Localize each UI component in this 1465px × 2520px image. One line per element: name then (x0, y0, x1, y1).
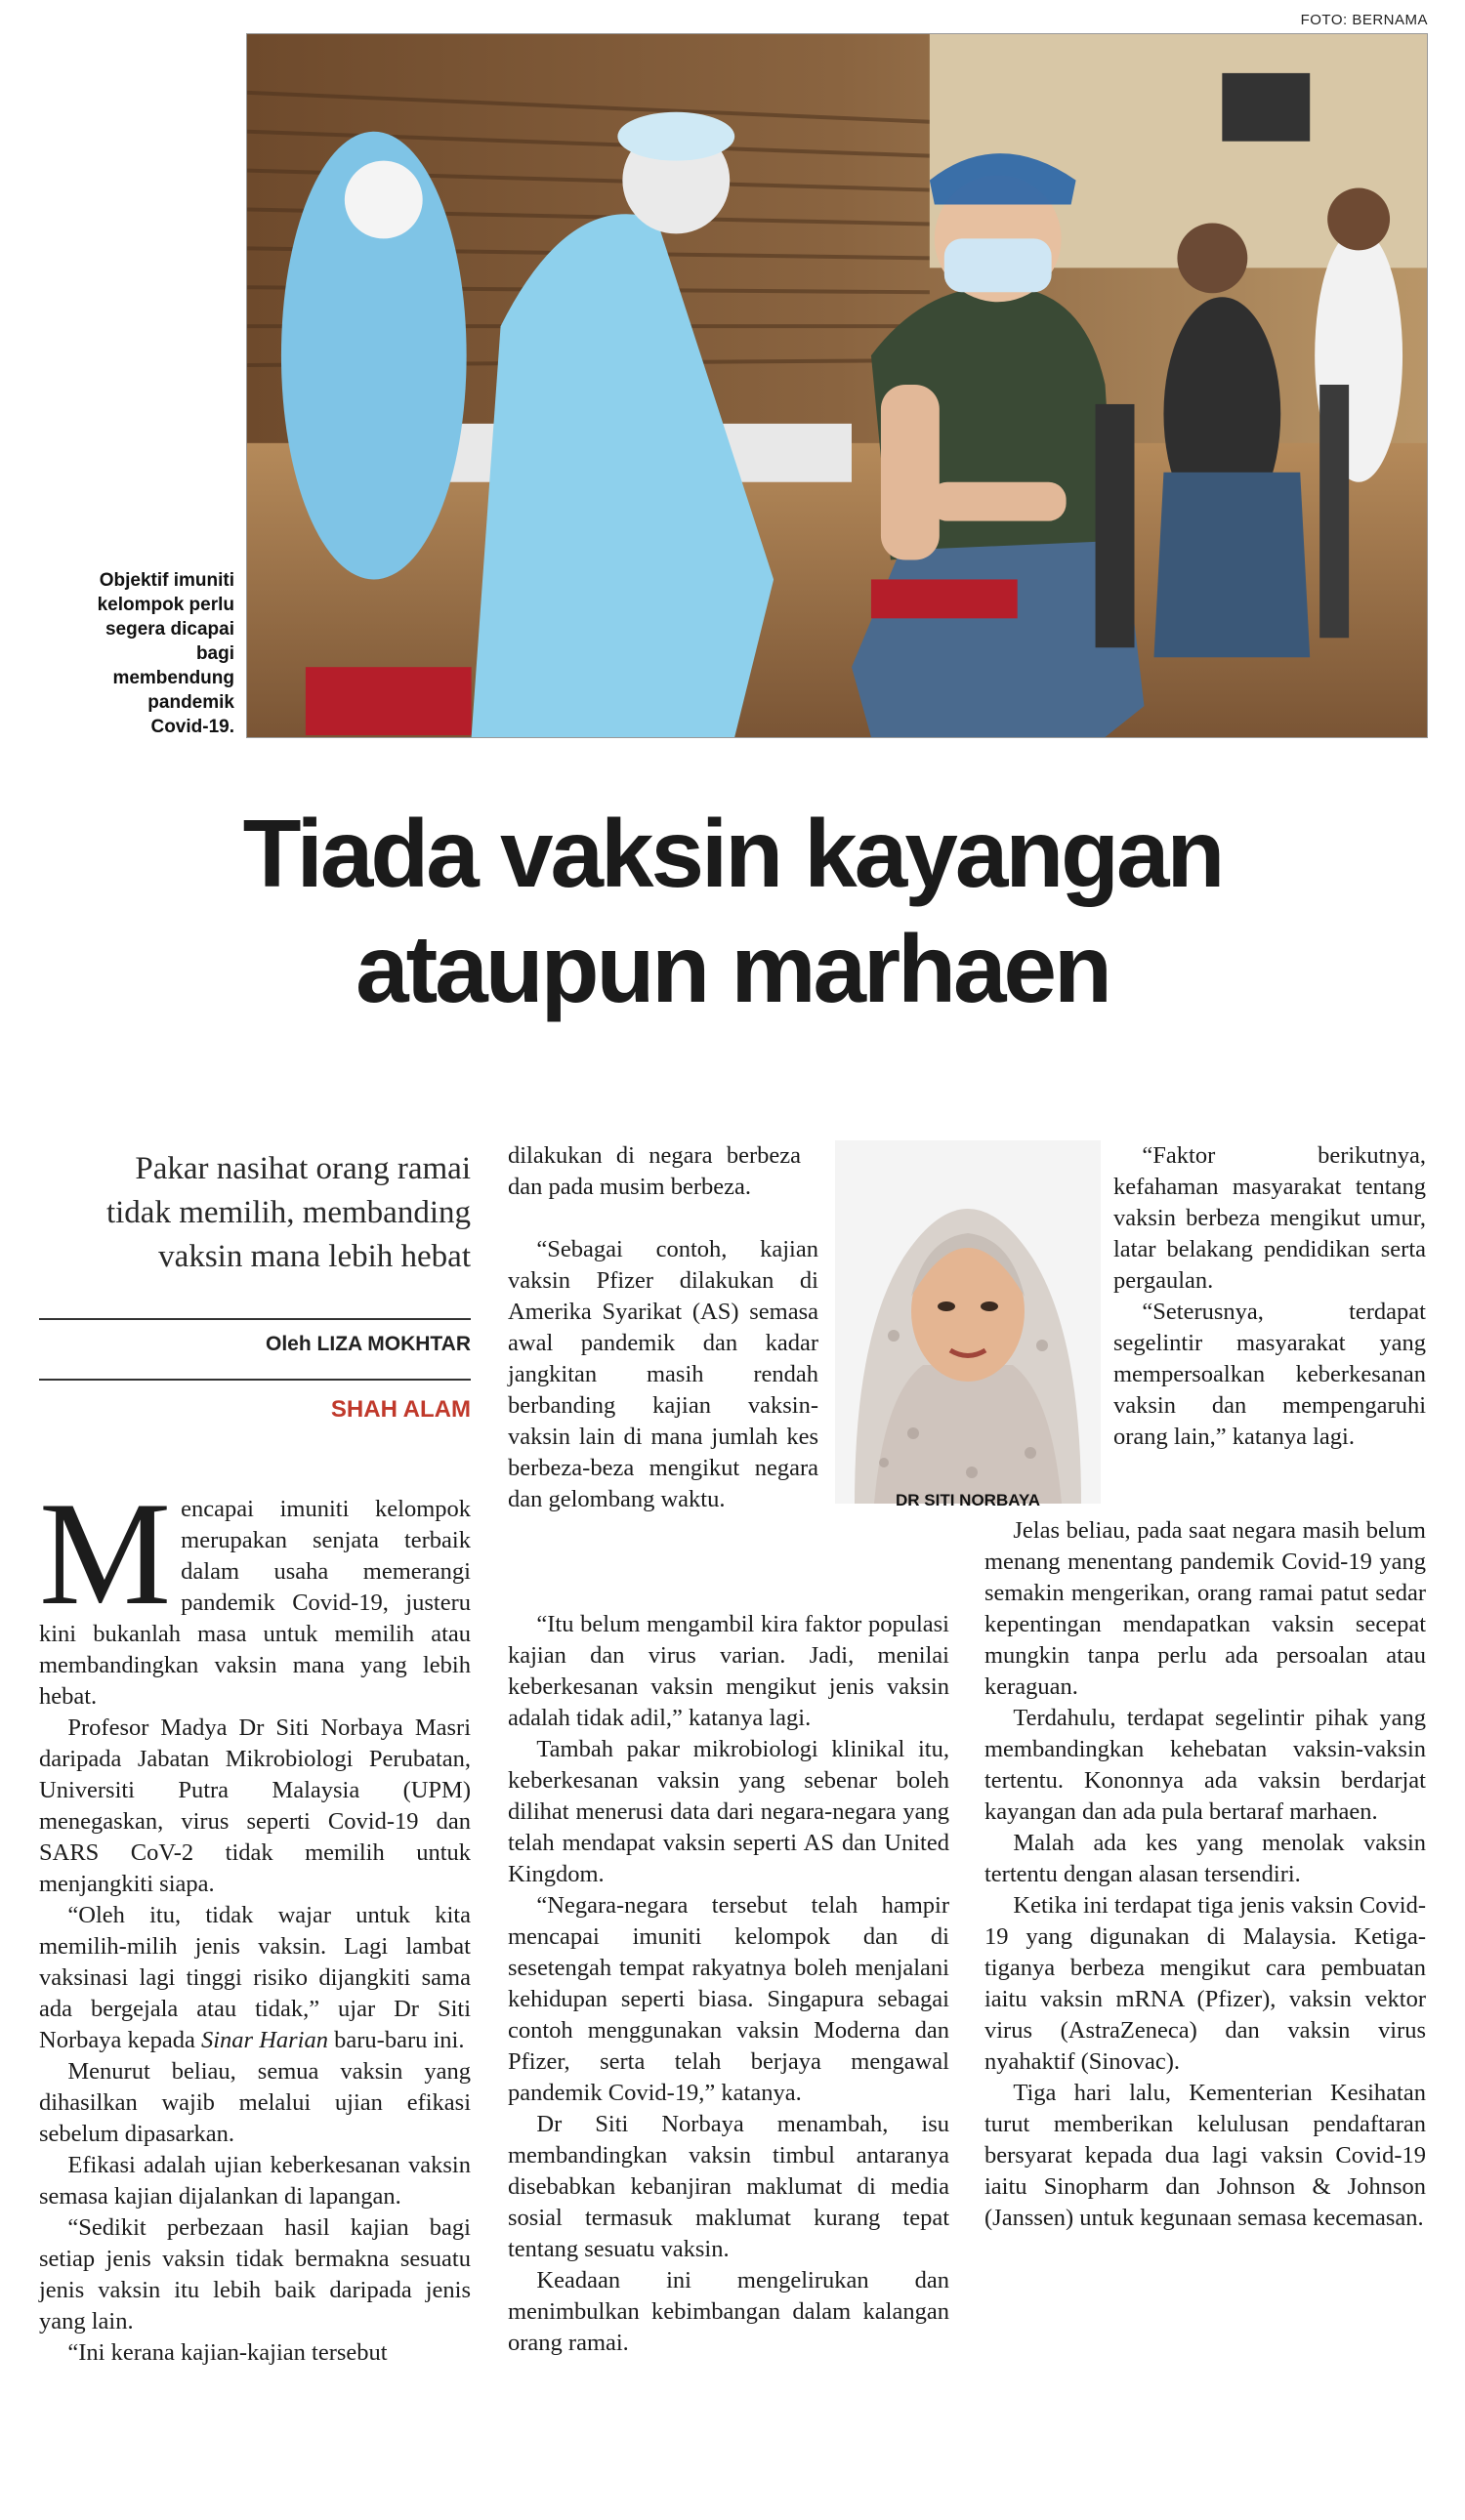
byline: Oleh LIZA MOKHTAR (266, 1333, 471, 1355)
portrait-photo (835, 1140, 1101, 1504)
caption-line: bagi (195, 643, 234, 664)
paragraph: “Seterusnya, terdapat segelintir masyarakat yang mempersoalkan keberkesanan vaksin dan mempengaruhi orang lain,” katanya lagi. (1113, 1299, 1426, 1450)
article-column-1 (39, 1471, 471, 2369)
paragraph: Jelas beliau, pada saat negara masih belum menang menentang pandemik Covid-19 yang semakin mengerikan, orang ramai patut sedar kepentingan mendapatkan vaksin secepat mungkin tanpa perlu ada persoalan atau keraguan. (984, 1517, 1426, 1700)
paragraph: “Sebagai contoh, kajian vaksin Pfizer dilakukan di Amerika Syarikat (AS) semasa awal pandemik dan kadar jangkitan masih rendah berbanding kajian vaksin-vaksin lain di mana jumlah kes berbeza-beza mengikut negara dan gelombang waktu. (508, 1236, 818, 1512)
article-column-3-upper (1113, 1140, 1426, 1453)
lead-paragraph: Mencapai imuniti kelompok merupakan senjata terbaik dalam usaha memerangi pandemik Covid-19, justeru kini bukanlah masa untuk memilih atau membandingkan vaksin mana yang lebih hebat. (39, 1471, 471, 1710)
vaccination-photo (246, 33, 1428, 738)
paragraph: Profesor Madya Dr Siti Norbaya Masri daripada Jabatan Mikrobiologi Perubatan, Universiti Putra Malaysia (UPM) menegaskan, virus seperti Covid-19 dan SARS CoV-2 tidak memilih untuk menjangkiti siapa. (39, 1714, 471, 1897)
vaccination-scene-illustration (247, 34, 1427, 737)
headline-line-2: ataupun marhaen (356, 915, 1109, 1022)
dateline: SHAH ALAM (330, 1396, 471, 1423)
deck-line: tidak memilih, membanding (105, 1195, 471, 1230)
deck-line: vaksin mana lebih hebat (158, 1239, 471, 1274)
caption-line: membendung (112, 668, 234, 688)
divider (39, 1379, 471, 1381)
caption-line: Covid-19. (150, 717, 234, 737)
article-column-3 (984, 1515, 1426, 2234)
article-column-2-upper (508, 1234, 818, 1515)
headline-line-1: Tiada vaksin kayangan (242, 800, 1223, 907)
paragraph: dilakukan di negara berbeza dan pada musim berbeza. (508, 1142, 801, 1200)
paragraph: Ketika ini terdapat tiga jenis vaksin Covid-19 yang digunakan di Malaysia. Ketiga-tiganya berbeza mengikut cara pembuatan iaitu vaksin mRNA (Pfizer), vaksin vektor virus (AstraZeneca) dan vaksin virus nyahaktif (Sinovac). (984, 1892, 1426, 2075)
portrait-caption: DR SITI NORBAYA (896, 1491, 1040, 1509)
deck-line: Pakar nasihat orang ramai (135, 1151, 471, 1186)
paragraph: Menurut beliau, semua vaksin yang dihasilkan wajib melalui ujian efikasi sebelum dipasarkan. (39, 2058, 471, 2147)
paragraph: “Faktor berikutnya, kefahaman masyarakat tentang vaksin berbeza mengikut umur, latar belakang pendidikan serta pergaulan. (1113, 1142, 1426, 1294)
paragraph: “Sedikit perbezaan hasil kajian bagi setiap jenis vaksin tidak bermakna sesuatu jenis vaksin itu lebih baik daripada jenis yang lain. (39, 2214, 471, 2334)
paragraph: “Itu belum mengambil kira faktor populasi kajian dan virus varian. Jadi, menilai keberkesanan vaksin mengikut jenis vaksin adalah tidak adil,” katanya lagi. (508, 1611, 949, 1731)
divider (39, 1318, 471, 1320)
article-column-2-top (508, 1140, 801, 1203)
paragraph: Tambah pakar mikrobiologi klinikal itu, keberkesanan vaksin yang sebenar boleh dilihat menerusi data dari negara-negara yang telah mendapat vaksin seperti AS dan United Kingdom. (508, 1736, 949, 1887)
paragraph: “Oleh itu, tidak wajar untuk kita memilih-milih jenis vaksin. Lagi lambat vaksinasi lagi tinggi risiko dijangkiti sama ada bergejala atau tidak,” ujar Dr Siti Norbaya kepada Sinar Harian baru-baru ini. (39, 1902, 471, 2053)
paragraph: Terdahulu, terdapat segelintir pihak yang membandingkan kehebatan vaksin-vaksin tertentu. Kononnya ada vaksin berdarjat kayangan dan ada pula bertaraf marhaen. (984, 1705, 1426, 1825)
publication-name: Sinar Harian (200, 2027, 328, 2053)
paragraph: Efikasi adalah ujian keberkesanan vaksin semasa kajian dijalankan di lapangan. (39, 2152, 471, 2210)
portrait-illustration (835, 1140, 1101, 1504)
paragraph: Dr Siti Norbaya menambah, isu membandingkan vaksin timbul antaranya disebabkan kebanjiran maklumat di media sosial termasuk maklumat kurang tepat tentang sesuatu vaksin. (508, 2111, 949, 2262)
caption-line: Objektif imuniti (99, 570, 234, 591)
photo-credit: FOTO: BERNAMA (1300, 12, 1428, 28)
article-column-2 (508, 1609, 949, 2359)
caption-line: segera dicapai (105, 619, 234, 640)
paragraph: Keadaan ini mengelirukan dan menimbulkan kebimbangan dalam kalangan orang ramai. (508, 2267, 949, 2356)
paragraph: Tiga hari lalu, Kementerian Kesihatan turut memberikan kelulusan pendaftaran bersyarat kepada dua lagi vaksin Covid-19 iaitu Sinopharm dan Johnson & Johnson (Janssen) untuk kegunaan semasa kecemasan. (984, 2080, 1426, 2231)
subheadline (39, 1147, 471, 1279)
paragraph: “Negara-negara tersebut telah hampir mencapai imuniti kelompok dan di sesetengah tempat rakyatnya boleh menjalani kehidupan seperti biasa. Singapura sebagai contoh menggunakan vaksin Moderna dan Pfizer, serta telah berjaya mengawal pandemik Covid-19,” katanya. (508, 1892, 949, 2106)
caption-line: kelompok perlu (97, 595, 234, 615)
photo-caption (39, 568, 234, 739)
paragraph: “Ini kerana kajian-kajian tersebut (67, 2339, 388, 2366)
drop-cap: M (39, 1471, 172, 1635)
paragraph: Malah ada kes yang menolak vaksin tertentu dengan alasan tersendiri. (984, 1830, 1426, 1887)
headline (0, 796, 1465, 1026)
caption-line: pandemik (147, 692, 234, 713)
